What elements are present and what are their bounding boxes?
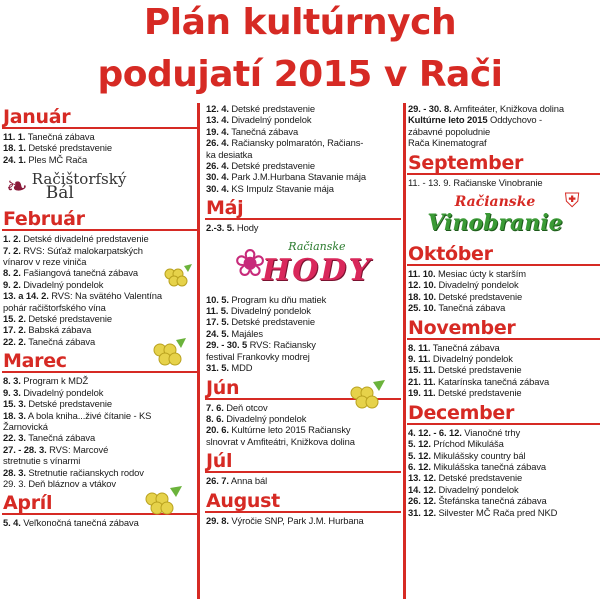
event-item bbox=[2, 154, 199, 165]
event-date: 5. 12. bbox=[408, 438, 431, 450]
page-title-line1: Plán kultúrnych bbox=[143, 2, 457, 43]
month-heading-jul: Júl bbox=[205, 451, 401, 473]
logo-line: Račištorfský bbox=[31, 170, 127, 189]
event-item bbox=[205, 413, 401, 424]
event-title: Divadelný pondelok bbox=[230, 305, 311, 317]
event-title: Detské predstavenie bbox=[231, 316, 315, 328]
event-item bbox=[407, 268, 600, 279]
grapes-icon bbox=[140, 484, 184, 520]
event-date: 8. 2. bbox=[3, 267, 21, 279]
grapes-icon bbox=[148, 336, 188, 370]
event-item bbox=[2, 432, 199, 443]
event-item bbox=[205, 316, 401, 327]
event-title: Príchod Mikuláša bbox=[433, 438, 504, 450]
coat-of-arms-icon: ⛨ bbox=[564, 190, 580, 213]
event-date: 26. 12. bbox=[408, 495, 436, 507]
event-item bbox=[2, 444, 199, 467]
vinobranie-logo bbox=[427, 194, 562, 236]
event-item bbox=[2, 398, 199, 409]
month-heading-april: Apríl bbox=[2, 493, 199, 515]
event-date: 11. 10. bbox=[408, 268, 436, 280]
event-title: Račiansky polmaratón, Račians- ka desiatka bbox=[206, 137, 364, 160]
event-item bbox=[205, 114, 401, 125]
event-date: 31. 12. bbox=[408, 506, 436, 518]
event-title: Divadelný pondelok bbox=[226, 412, 307, 424]
event-title: Štefánska tanečná zábava bbox=[438, 495, 547, 507]
event-title: Divadelný pondelok bbox=[23, 278, 104, 290]
event-title: RVS: Marcové stretnutie s vínarmi bbox=[3, 443, 109, 467]
event-item bbox=[407, 472, 600, 483]
event-date: 24. 1. bbox=[3, 153, 26, 165]
event-title: MDD bbox=[231, 362, 253, 374]
month-heading-november: November bbox=[407, 318, 600, 340]
event-date: 11. 5. bbox=[206, 305, 229, 317]
hody-logo bbox=[262, 240, 372, 288]
event-date: 18. 3. bbox=[3, 409, 26, 421]
event-item bbox=[205, 183, 401, 194]
event-date: 8. 11. bbox=[408, 341, 431, 353]
event-item bbox=[2, 387, 199, 398]
event-title: Katarínska tanečná zábava bbox=[437, 375, 550, 387]
event-date: Kultúrne leto 2015 bbox=[408, 114, 488, 126]
event-date: 18. 10. bbox=[408, 290, 436, 302]
event-date: 27. - 28. 3. bbox=[3, 443, 47, 455]
event-date: 7. 2. bbox=[3, 244, 21, 256]
event-title: Detské predstavenie bbox=[28, 142, 112, 154]
event-title: Detské predstavenie bbox=[437, 387, 522, 399]
event-title: Detské predstavenie bbox=[437, 364, 522, 376]
event-date: 18. 1. bbox=[3, 142, 26, 154]
event-date: 10. 5. bbox=[206, 293, 229, 305]
event-date: 15. 3. bbox=[3, 398, 26, 410]
event-item bbox=[407, 387, 600, 398]
event-title: Tanečná zábava bbox=[432, 341, 500, 353]
event-item bbox=[407, 507, 600, 518]
logo-line: Bál bbox=[45, 183, 74, 204]
event-title: Tanečná zábava bbox=[231, 125, 299, 137]
event-date: 17. 5. bbox=[206, 316, 229, 328]
event-title: RVS: Račiansky festival Frankovky modrej bbox=[206, 339, 316, 362]
event-title: Anna bál bbox=[230, 475, 268, 487]
event-title: Detské predstavenie bbox=[438, 290, 523, 302]
event-title: Tanečná zábava bbox=[27, 131, 95, 142]
event-date: 22. 3. bbox=[3, 432, 26, 444]
event-item bbox=[2, 290, 199, 313]
logo-line: Račianske bbox=[288, 239, 346, 253]
month-heading-januar: Január bbox=[2, 107, 199, 129]
logo-line: HODY bbox=[261, 252, 372, 288]
event-date: 12. 10. bbox=[408, 279, 436, 291]
month-heading-oktober: Október bbox=[407, 244, 600, 266]
event-title: Tanečná zábava bbox=[28, 335, 96, 347]
event-date: 19. 4. bbox=[206, 125, 229, 137]
grapes-icon bbox=[345, 378, 387, 414]
event-date: 13. 12. bbox=[408, 472, 436, 484]
event-item bbox=[407, 427, 600, 438]
event-title: Fašiangová tanečná zábava bbox=[23, 267, 139, 279]
event-title: Park J.M.Hurbana Stavanie mája bbox=[231, 171, 366, 183]
event-date: 4. 12. - 6. 12. bbox=[408, 426, 462, 438]
event-date: 21. 11. bbox=[408, 375, 436, 387]
event-title: Oddychovo - zábavné popoludnie Rača Kinematograf bbox=[408, 114, 543, 149]
logo-vinobranie bbox=[407, 190, 600, 240]
event-date: 26. 4. bbox=[206, 160, 229, 172]
event-date: 25. 10. bbox=[408, 302, 436, 314]
event-item bbox=[205, 126, 401, 137]
event-title: Majáles bbox=[231, 327, 263, 339]
event-date: 20. 6. bbox=[206, 424, 229, 436]
event-item bbox=[205, 328, 401, 339]
event-title: Divadelný pondelok bbox=[438, 279, 519, 291]
event-item bbox=[205, 339, 401, 362]
event-item bbox=[205, 305, 401, 316]
event-title: Divadelný pondelok bbox=[432, 353, 513, 365]
event-title: A bola kniha...živé čítanie - KS Žarnovická bbox=[3, 409, 152, 432]
column-1 bbox=[2, 103, 199, 529]
event-date: 22. 2. bbox=[3, 335, 26, 347]
event-item bbox=[2, 467, 199, 478]
dancers-icon: ❧ bbox=[6, 170, 28, 201]
event-title: Divadelný pondelok bbox=[438, 483, 519, 495]
event-title: Detské predstavenie bbox=[231, 103, 315, 114]
event-item bbox=[2, 375, 199, 386]
logo-line: Vinobranie bbox=[427, 210, 563, 237]
column-2 bbox=[205, 103, 401, 526]
event-date: 8. 3. bbox=[3, 375, 21, 387]
event-title: Program ku dňu matiek bbox=[231, 293, 327, 305]
event-item bbox=[205, 515, 401, 526]
event-item bbox=[205, 171, 401, 182]
event-title: Mesiac úcty k starším bbox=[437, 268, 526, 280]
event-date: 5. 4. bbox=[3, 517, 21, 529]
month-heading-august: August bbox=[205, 491, 401, 513]
event-title: Detské predstavenie bbox=[231, 160, 315, 172]
event-date: 30. 4. bbox=[206, 182, 229, 194]
event-title: KS Impulz Stavanie mája bbox=[231, 182, 334, 194]
event-item bbox=[407, 279, 600, 290]
month-heading-februar: Február bbox=[2, 209, 199, 231]
event-item bbox=[205, 424, 401, 447]
event-title: RVS: Na svätého Valentína pohár račištorfského vína bbox=[3, 290, 162, 313]
month-heading-december: December bbox=[407, 403, 600, 425]
logo-racistorfsky bbox=[2, 167, 199, 205]
event-date: 9. 3. bbox=[3, 386, 21, 398]
event-title: Program k MDŽ bbox=[23, 375, 89, 387]
event-title: Vianočné trhy bbox=[464, 426, 521, 438]
event-item bbox=[407, 364, 600, 375]
event-item bbox=[205, 362, 401, 373]
event-title: Mikulášsky country bál bbox=[433, 449, 526, 461]
event-item bbox=[407, 103, 600, 114]
event-title: Amfiteáter, Knižkova dolina bbox=[453, 103, 565, 114]
event-date: 14. 12. bbox=[408, 483, 436, 495]
event-date: 1. 2. bbox=[3, 233, 21, 245]
event-item bbox=[205, 294, 401, 305]
event-title: Tanečná zábava bbox=[28, 432, 96, 444]
event-title: Silvester MČ Rača pred NKD bbox=[438, 506, 558, 518]
event-item bbox=[2, 313, 199, 324]
event-date: 17. 2. bbox=[3, 324, 26, 336]
event-item bbox=[407, 342, 600, 353]
event-item bbox=[407, 177, 600, 188]
event-title: Tanečná zábava bbox=[438, 302, 506, 314]
event-item bbox=[407, 495, 600, 506]
event-title: Divadelný pondelok bbox=[23, 386, 104, 398]
event-item bbox=[407, 302, 600, 313]
flower-icon: ❀ bbox=[234, 243, 266, 286]
event-title: Výročie SNP, Park J.M. Hurbana bbox=[231, 514, 364, 526]
column-divider-2 bbox=[403, 103, 406, 599]
event-item bbox=[205, 475, 401, 486]
event-date: 9. 2. bbox=[3, 278, 21, 290]
event-item bbox=[205, 222, 401, 233]
event-title: Kultúrne leto 2015 Račiansky slnovrat v Amfiteátri, Knižkova dolina bbox=[206, 424, 355, 447]
event-date: 8. 6. bbox=[206, 412, 224, 424]
event-date: 24. 5. bbox=[206, 327, 229, 339]
event-date: 26. 7. bbox=[206, 475, 229, 487]
event-title: Stretnutie račianskych rodov bbox=[28, 466, 144, 478]
event-date: 26. 4. bbox=[206, 137, 229, 149]
event-item bbox=[407, 114, 600, 148]
event-item bbox=[407, 484, 600, 495]
month-heading-jun: Jún bbox=[205, 378, 401, 400]
event-title: Divadelný pondelok bbox=[231, 114, 312, 126]
event-date: 11. 1. bbox=[3, 131, 26, 142]
event-date: 12. 4. bbox=[206, 103, 229, 114]
event-date: 30. 4. bbox=[206, 171, 229, 183]
logo-hody bbox=[205, 236, 401, 292]
event-date: 29. 8. bbox=[206, 514, 229, 526]
month-heading-september: September bbox=[407, 153, 600, 175]
event-title: Detské divadelné predstavenie bbox=[23, 233, 149, 245]
event-date: 29. - 30. 5 bbox=[206, 339, 248, 351]
event-title: Veľkonočná tanečná zábava bbox=[23, 517, 139, 529]
event-date: 5. 12. bbox=[408, 449, 431, 461]
event-date: 7. 6. bbox=[206, 401, 224, 413]
logo-line: Račianske bbox=[454, 194, 536, 211]
event-item bbox=[407, 438, 600, 449]
event-title: Hody bbox=[236, 222, 259, 234]
event-date: 15. 2. bbox=[3, 313, 26, 325]
month-heading-marec: Marec bbox=[2, 351, 199, 373]
grapes-icon bbox=[160, 262, 194, 292]
event-date: 9. 11. bbox=[408, 353, 431, 365]
event-title: Ples MČ Rača bbox=[28, 153, 88, 165]
event-date: 28. 3. bbox=[3, 466, 26, 478]
month-heading-maj: Máj bbox=[205, 198, 401, 220]
column-3 bbox=[407, 103, 600, 518]
event-date: 19. 11. bbox=[408, 387, 436, 399]
event-title: Detské predstavenie bbox=[28, 398, 112, 410]
event-date: 15. 11. bbox=[408, 364, 436, 376]
event-date: 6. 12. bbox=[408, 460, 431, 472]
event-item bbox=[2, 410, 199, 433]
event-item bbox=[407, 450, 600, 461]
event-date: 13. 4. bbox=[206, 114, 229, 126]
event-title: Deň otcov bbox=[226, 401, 268, 413]
event-item bbox=[205, 160, 401, 171]
event-item bbox=[407, 291, 600, 302]
page-title-line2: podujatí 2015 v Rači bbox=[97, 54, 503, 95]
event-date: 31. 5. bbox=[206, 362, 229, 374]
event-title: Detské predstavenie bbox=[438, 472, 523, 484]
event-date: 2.-3. 5. bbox=[206, 222, 235, 234]
event-item bbox=[2, 233, 199, 244]
event-item bbox=[407, 353, 600, 364]
event-title: Babská zábava bbox=[28, 324, 92, 336]
event-item bbox=[407, 461, 600, 472]
event-title: 29. 3. Deň bláznov a vtákov bbox=[3, 477, 116, 489]
racistorfsky-bal-logo bbox=[31, 170, 127, 204]
event-title: 11. - 13. 9. Račianske Vinobranie bbox=[408, 176, 543, 188]
event-date: 13. a 14. 2. bbox=[3, 290, 49, 302]
event-title: RVS: Súťaž malokarpatských vínarov v reze viniča bbox=[3, 244, 143, 268]
event-item bbox=[2, 142, 199, 153]
event-item bbox=[205, 103, 401, 114]
event-item bbox=[2, 131, 199, 142]
event-date: 29. - 30. 8. bbox=[408, 103, 452, 114]
event-item bbox=[205, 137, 401, 160]
event-item bbox=[407, 376, 600, 387]
event-item bbox=[2, 324, 199, 335]
event-title: Mikulášska tanečná zábava bbox=[433, 460, 547, 472]
event-title: Detské predstavenie bbox=[28, 313, 112, 325]
